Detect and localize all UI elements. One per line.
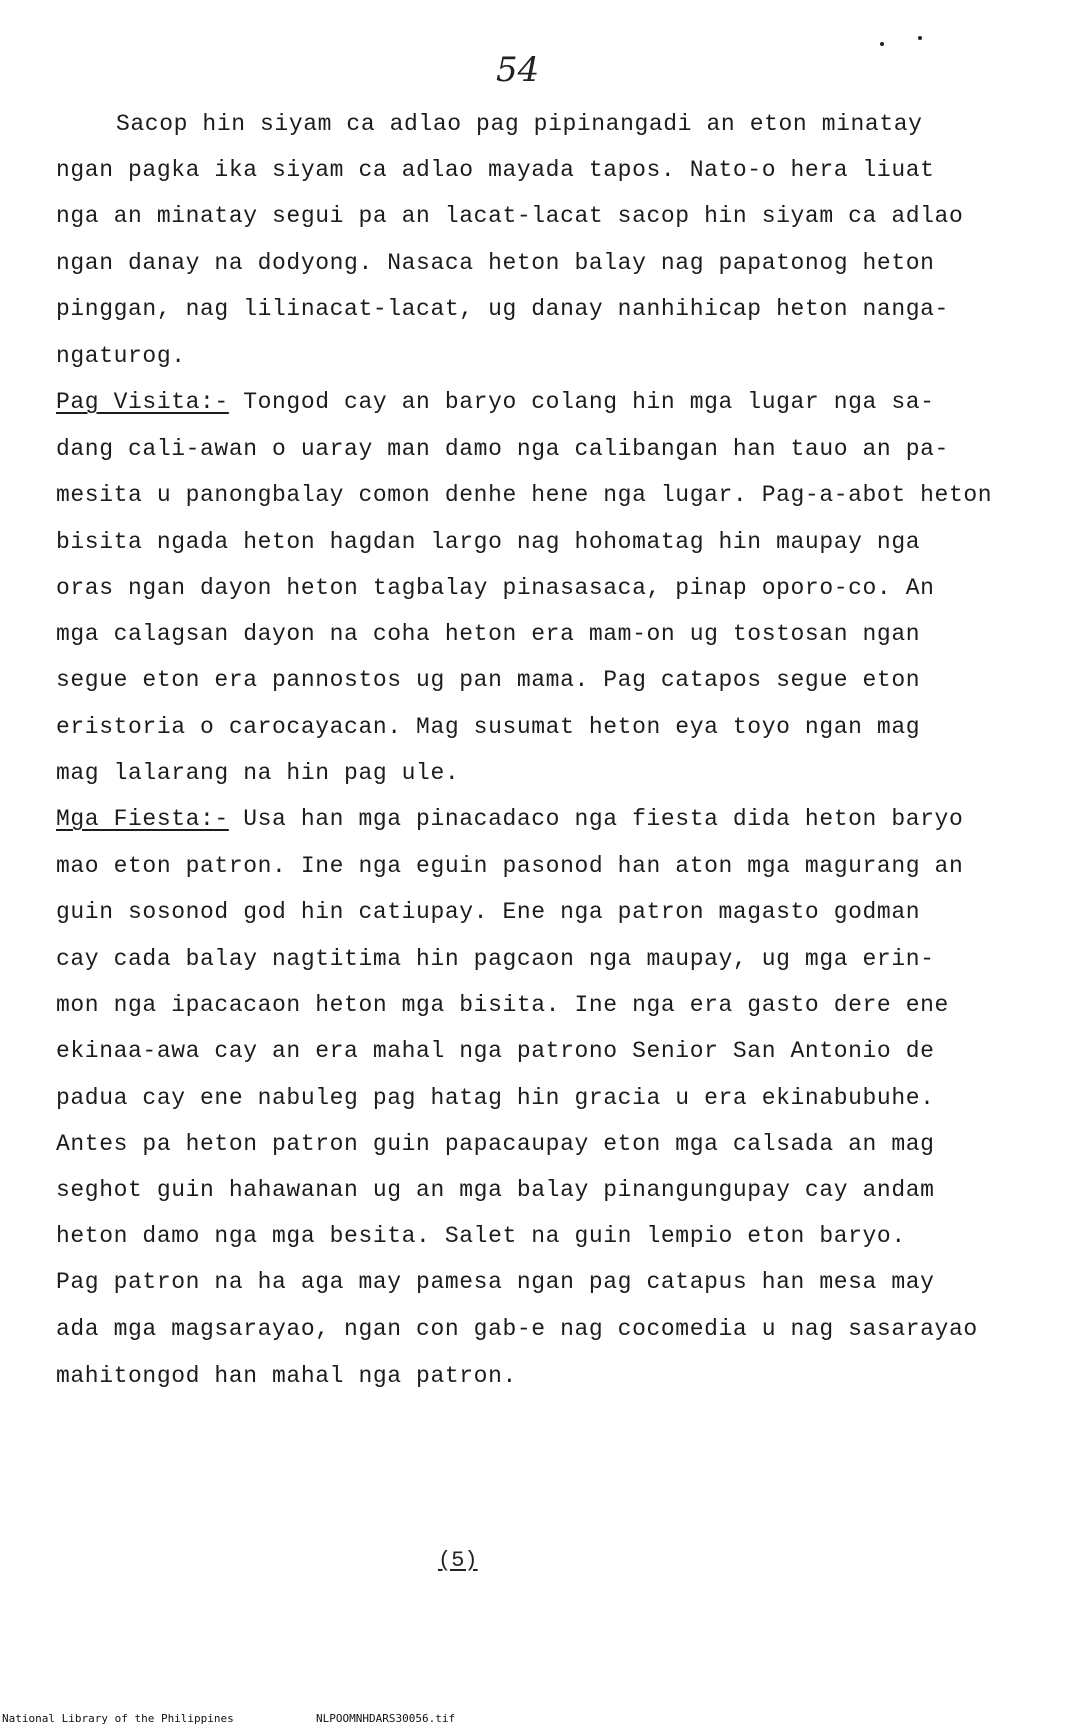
scan-speck: [918, 36, 922, 40]
text-line: padua cay ene nabuleg pag hatag hin gracia u era ekinabubuhe.: [56, 1085, 935, 1111]
text-line: mahitongod han mahal nga patron.: [56, 1363, 517, 1389]
text-line: Pag patron na ha aga may pamesa ngan pag catapus han mesa may: [56, 1269, 935, 1295]
text-line: oras ngan dayon heton tagbalay pinasasaca, pinap oporo-co. An: [56, 575, 935, 601]
footer-filename: NLPOOMNHDARS30056.tif: [316, 1712, 456, 1725]
text-line: ada mga magsarayao, ngan con gab-e nag cocomedia u nag sasarayao: [56, 1316, 978, 1342]
text-line: guin sosonod god hin catiupay. Ene nga patron magasto godman: [56, 899, 921, 925]
text-line: pinggan, nag lilinacat-lacat, ug danay nanhihicap heton nanga-: [56, 296, 949, 322]
text-span: Tongod cay an baryo colang hin mga lugar nga sa-: [228, 389, 935, 415]
text-line: ngan pagka ika siyam ca adlao mayada tapos. Nato-o hera liuat: [56, 157, 935, 183]
text-line: mao eton patron. Ine nga eguin pasonod han aton mga magurang an: [56, 853, 964, 879]
footer-institution: National Library of the Philippines: [2, 1712, 234, 1725]
text-line: Antes pa heton patron guin papacaupay eton mga calsada an mag: [56, 1131, 935, 1157]
text-line: cay cada balay nagtitima hin pagcaon nga maupay, ug mga erin-: [56, 946, 935, 972]
handwritten-page-number: 54: [496, 50, 540, 90]
text-line: ekinaa-awa cay an era mahal nga patrono Senior San Antonio de: [56, 1038, 935, 1064]
scan-speck: [880, 42, 884, 46]
text-line: bisita ngada heton hagdan largo nag hohomatag hin maupay nga: [56, 529, 921, 555]
text-line: dang cali-awan o uaray man damo nga calibangan han tauo an pa-: [56, 436, 949, 462]
text-line: ngan danay na dodyong. Nasaca heton balay nag papatonog heton: [56, 250, 935, 276]
text-line: mga calagsan dayon na coha heton era mam-on ug tostosan ngan: [56, 621, 921, 647]
text-line: seghot guin hahawanan ug an mga balay pinangungupay cay andam: [56, 1177, 935, 1203]
text-span: Usa han mga pinacadaco nga fiesta dida heton baryo: [228, 806, 964, 832]
text-line: mon nga ipacacaon heton mga bisita. Ine nga era gasto dere ene: [56, 992, 949, 1018]
text-line: mesita u panongbalay comon denhe hene nga lugar. Pag-a-abot heton: [56, 482, 993, 508]
bottom-page-mark: (5): [438, 1548, 478, 1573]
text-line: eristoria o carocayacan. Mag susumat heton eya toyo ngan mag: [56, 714, 921, 740]
text-line: nga an minatay segui pa an lacat-lacat sacop hin siyam ca adlao: [56, 203, 964, 229]
text-line: ngaturog.: [56, 343, 186, 369]
section-heading-fiesta: Mga Fiesta:-: [56, 806, 229, 832]
text-line: mag lalarang na hin pag ule.: [56, 760, 460, 786]
text-line: heton damo nga mga besita. Salet na guin lempio eton baryo.: [56, 1223, 906, 1249]
visita-first-line: [56, 388, 935, 416]
text-line: segue eton era pannostos ug pan mama. Pag catapos segue eton: [56, 667, 921, 693]
text-line: Sacop hin siyam ca adlao pag pipinangadi an eton minatay: [116, 111, 923, 137]
fiesta-first-line: [56, 805, 963, 833]
section-heading-visita: Pag Visita:-: [56, 389, 229, 415]
